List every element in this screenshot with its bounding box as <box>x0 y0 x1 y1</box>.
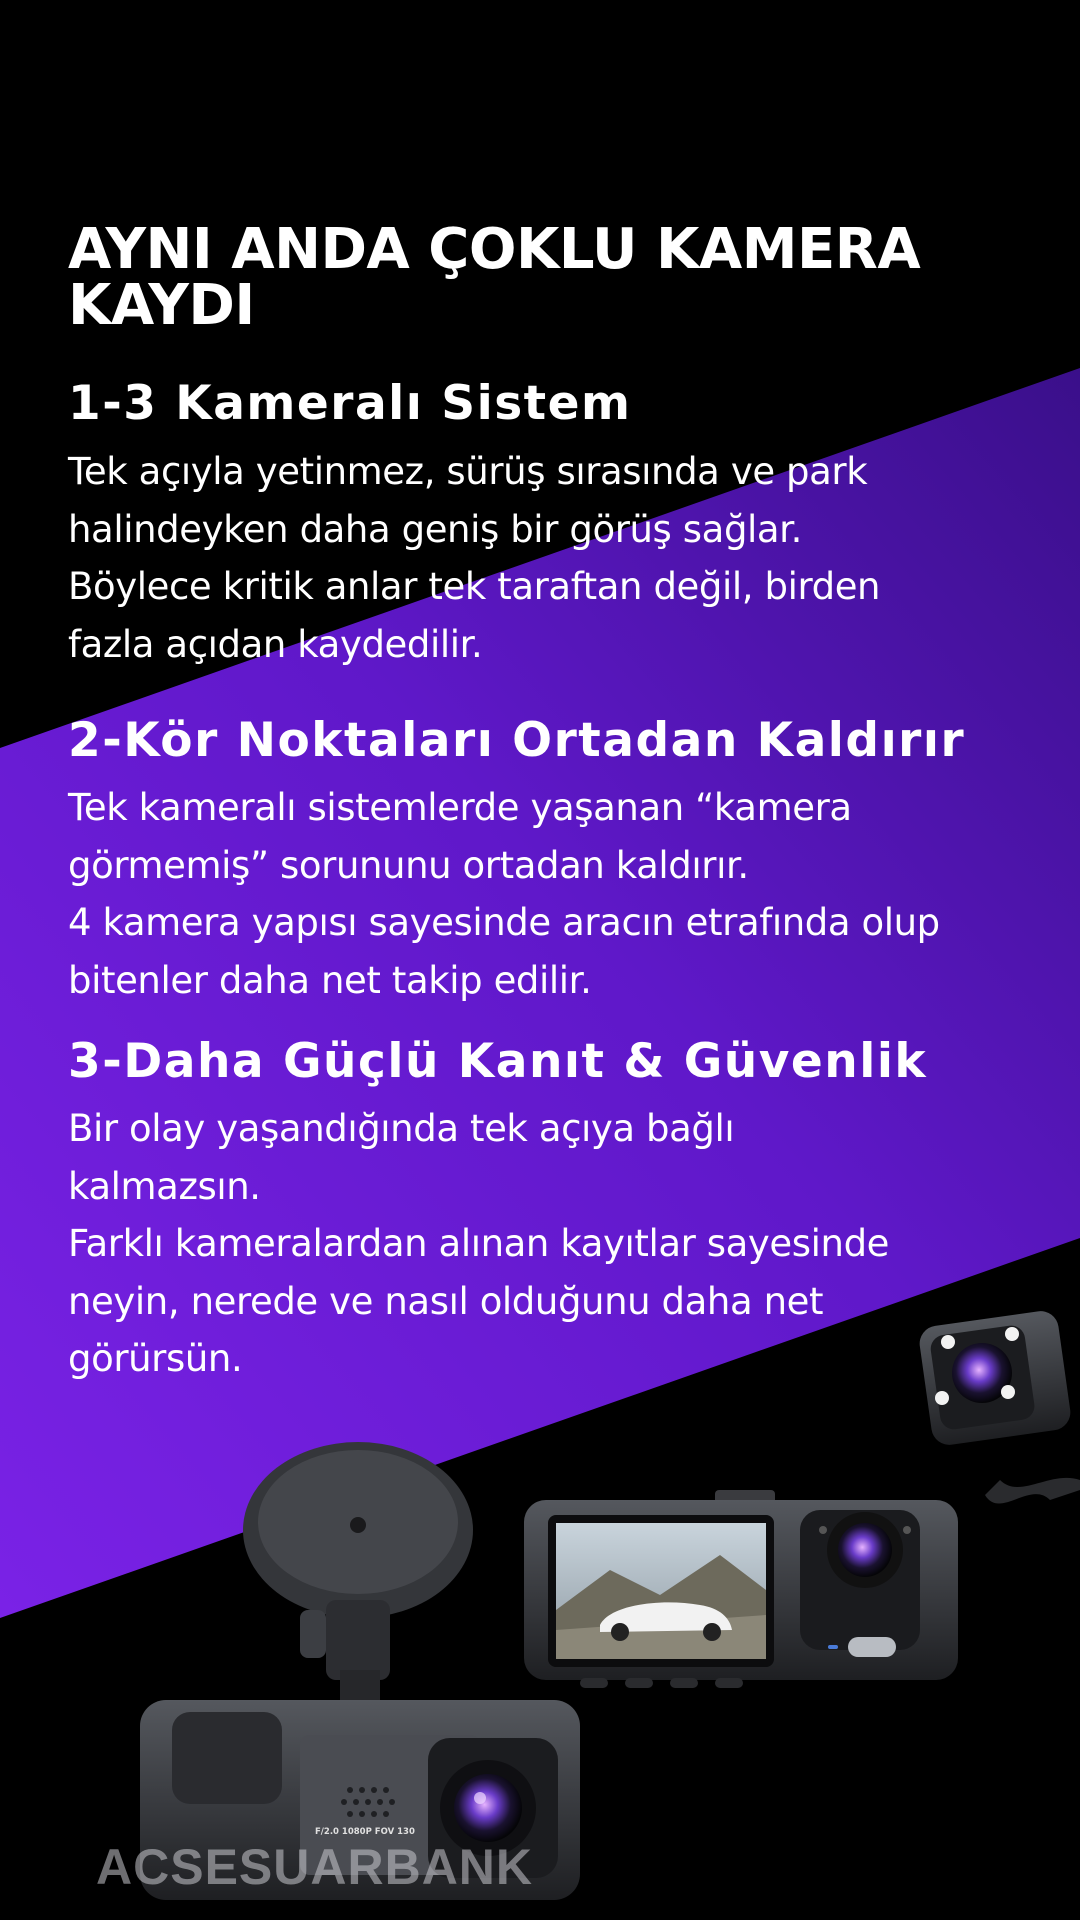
section-title-multi-camera: 1-3 Kameralı Sistem <box>68 376 632 431</box>
product-image <box>0 1290 1080 1920</box>
rear-camera-icon <box>917 1309 1080 1504</box>
section-body-evidence-security: Bir olay yaşandığında tek açıya bağlı kalmazsın. Farklı kameralardan alınan kayıtlar sayesinde neyin, nerede ve nasıl olduğunu daha net görürsün. <box>68 1107 890 1380</box>
section-body-blind-spots: Tek kameralı sistemlerde yaşanan “kamera görmemiş” sorununu ortadan kaldırır. 4 kamera yapısı sayesinde aracın etrafında olup bitenler daha net takip edilir. <box>68 786 940 1002</box>
section-title-evidence-security: 3-Daha Güçlü Kanıt & Güvenlik <box>68 1034 928 1089</box>
page-title: AYNI ANDA ÇOKLU KAMERA KAYDI <box>68 217 921 338</box>
section-body-multi-camera: Tek açıyla yetinmez, sürüş sırasında ve park halindeyken daha geniş bir görüş sağlar. Böylece kritik anlar tek taraftan değil, birden fazla açıdan kaydedilir. <box>68 450 881 666</box>
lens-spec-label: F/2.0 1080P FOV 130 <box>315 1827 415 1837</box>
section-title-blind-spots: 2-Kör Noktaları Ortadan Kaldırır <box>68 713 966 768</box>
suction-mount-icon <box>243 1442 473 1706</box>
dash-camera-dual-icon <box>524 1490 958 1688</box>
brand-watermark: ACSESUARBANK <box>96 1839 534 1895</box>
